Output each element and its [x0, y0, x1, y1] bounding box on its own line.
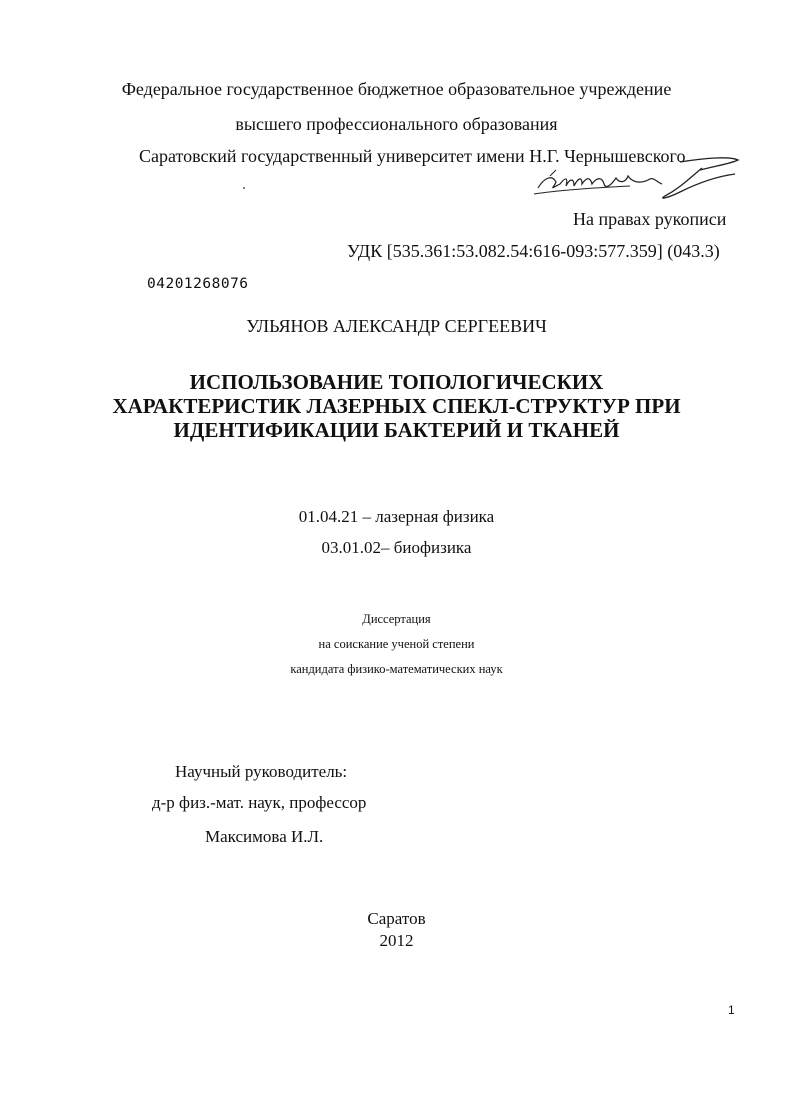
specialty-1: 01.04.21 – лазерная физика	[298, 507, 495, 526]
handwritten-signature	[530, 148, 745, 208]
rights-note: На правах рукописи	[573, 209, 727, 229]
university-name: Саратовский государственный университет имени Н.Г. Чернышевского	[139, 146, 686, 166]
page-number: 1	[728, 1003, 735, 1017]
specialty-2: 03.01.02– биофизика	[321, 538, 472, 557]
title-line-2: ХАРАКТЕРИСТИК ЛАЗЕРНЫХ СПЕКЛ-СТРУКТУР ПРИ	[112, 394, 681, 418]
title-line-3: ИДЕНТИФИКАЦИИ БАКТЕРИЙ И ТКАНЕЙ	[173, 418, 620, 442]
year: 2012	[379, 931, 414, 950]
city: Саратов	[367, 909, 426, 928]
degree-line-2: на соискание ученой степени	[318, 637, 475, 651]
degree-line-1: Диссертация	[362, 612, 431, 626]
udc-code: УДК [535.361:53.082.54:616-093:577.359] (043.3)	[347, 241, 720, 261]
supervisor-name: Максимова И.Л.	[205, 827, 324, 846]
degree-line-3: кандидата физико-математических наук	[290, 662, 503, 676]
scan-speck	[243, 187, 245, 189]
supervisor-label: Научный руководитель:	[175, 762, 348, 781]
title-line-1: ИСПОЛЬЗОВАНИЕ ТОПОЛОГИЧЕСКИХ	[189, 370, 604, 394]
author-name: УЛЬЯНОВ АЛЕКСАНДР СЕРГЕЕВИЧ	[246, 316, 547, 336]
org-line-2: высшего профессионального образования	[235, 114, 558, 134]
org-line-1: Федеральное государственное бюджетное образовательное учреждение	[121, 79, 672, 99]
supervisor-credentials: д-р физ.-мат. наук, профессор	[152, 793, 367, 812]
registration-stamp-number: 04201268076	[147, 276, 249, 292]
